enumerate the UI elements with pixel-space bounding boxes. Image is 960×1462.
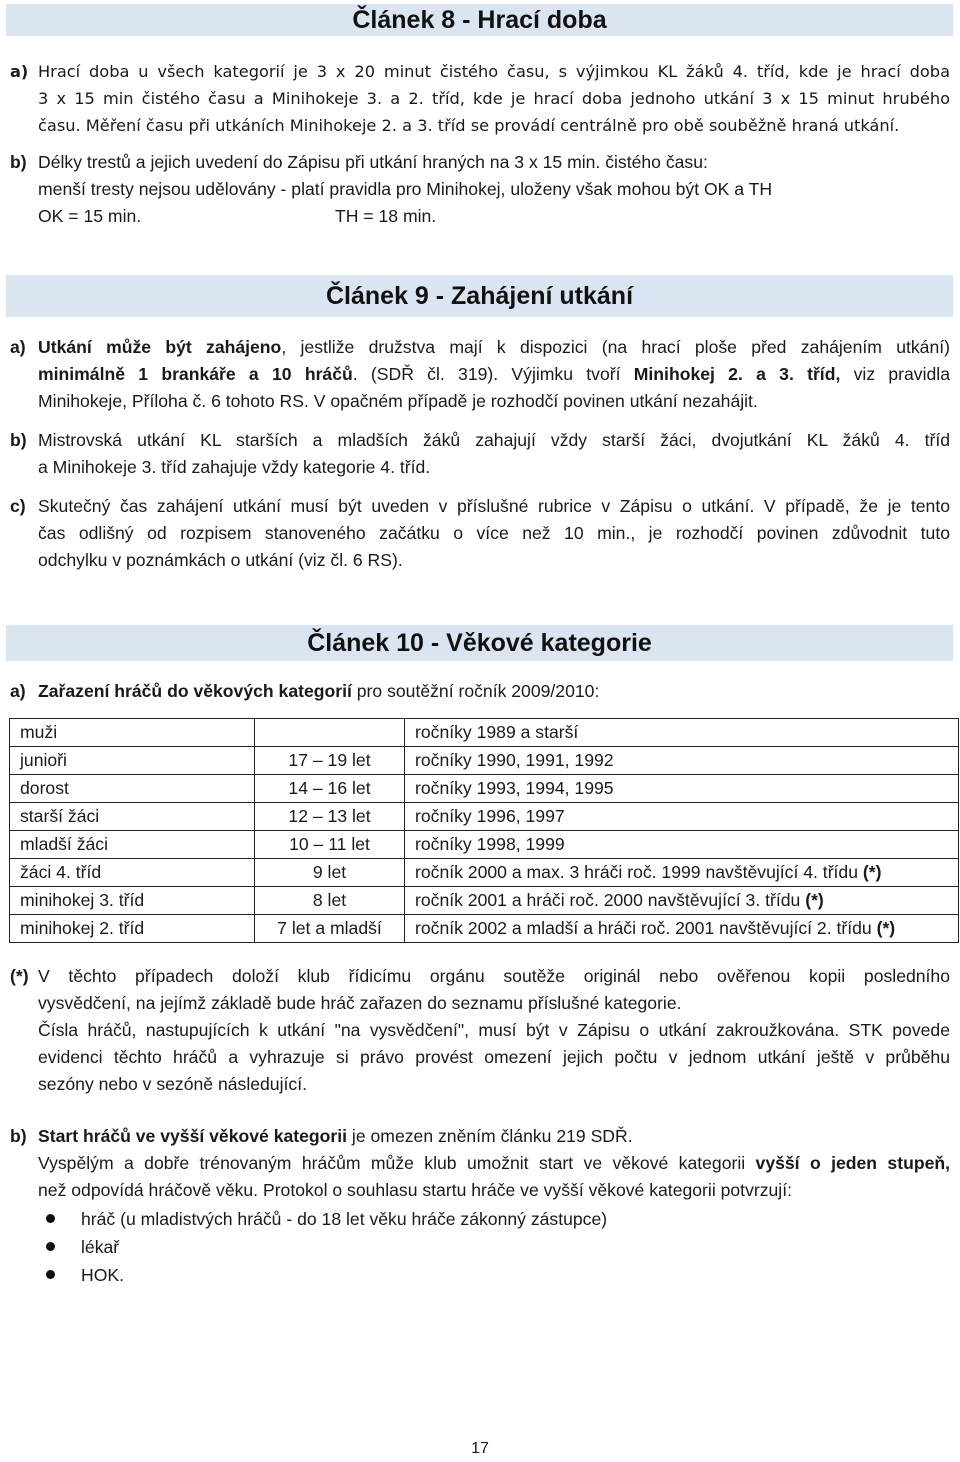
age-categories-table [9,718,959,943]
text-line: Minihokeje, Příloha č. 6 tohoto RS. V opačném případě je rozhodčí povinen utkání nezahájit. [38,391,758,411]
item-label: a) [10,337,26,357]
article-10-note [10,963,950,1098]
bullet-text: hráč (u mladistvých hráčů - do 18 let věku hráče zákonný zástupce) [81,1209,608,1229]
text-line: čas odlišný od rozpisem stanoveného začátku o více než 10 min., je rozhodčí povinen zdůvodnit tuto [38,523,950,543]
text-line: Mistrovská utkání KL starších a mladších žáků zahajují vždy starší žáci, dvojutkání KL žáků 4. tříd [38,430,950,450]
bullet-text: lékař [81,1237,120,1257]
text-line: Skutečný čas zahájení utkání musí být uveden v příslušné rubrice v Zápisu o utkání. V případě, že je tento [38,496,950,516]
text-line: menší tresty nejsou udělovány - platí pravidla pro Minihokej, uloženy však mohou být OK a TH [38,179,773,199]
years-cell: ročník 2002 a mladší a hráči roč. 2001 navštěvující 2. třídu (*) [405,915,959,943]
text-line: času. Měření času při utkáních Minihokeje 2. a 3. tříd se provádí centrálně pro obě souběžně hraná utkání. [38,116,900,135]
item-label: b) [10,152,27,172]
age-cell [255,719,405,747]
category-cell: minihokej 2. tříd [10,915,255,943]
text-line: Utkání může být zahájeno, jestliže družstva mají k dispozici (na hrací ploše před zahájením utkání) [38,337,951,357]
article-9-paragraph-c [10,493,950,574]
page-number: 17 [471,1440,489,1457]
article-8-paragraph-b [10,149,950,230]
years-cell: ročníky 1993, 1994, 1995 [405,775,959,803]
age-cell: 12 – 13 let [255,803,405,831]
text-line: sezóny nebo v sezóně následující. [38,1074,307,1094]
table-row [10,775,959,803]
text-line: Zařazení hráčů do věkových kategorií pro soutěžní ročník 2009/2010: [38,681,600,701]
category-cell: mladší žáci [10,831,255,859]
text-line: 3 x 15 min čistého času a Minihokeje 3. a 2. tříd, kde je hrací doba jednoho utkání 3 x 15 minut hrubého [38,89,950,108]
years-cell: ročníky 1996, 1997 [405,803,959,831]
years-cell: ročníky 1990, 1991, 1992 [405,747,959,775]
category-cell: junioři [10,747,255,775]
text-line: Start hráčů ve vyšší věkové kategorii je omezen zněním článku 219 SDŘ. [38,1126,633,1146]
text-line: Čísla hráčů, nastupujících k utkání "na vysvědčení", musí být v Zápisu o utkání zakroužkována. STK povede [38,1020,950,1040]
table-row [10,719,959,747]
text-line: a Minihokeje 3. tříd zahajuje vždy kategorie 4. tříd. [38,457,431,477]
years-cell: ročník 2000 a max. 3 hráči roč. 1999 navštěvující 4. třídu (*) [405,859,959,887]
item-label: c) [10,496,26,516]
age-cell: 9 let [255,859,405,887]
text-line: Hrací doba u všech kategorií je 3 x 20 minut čistého času, s výjimkou KL žáků 4. tříd, kde je hrací doba [38,62,950,81]
category-cell: muži [10,719,255,747]
th-penalty: TH = 18 min. [335,206,437,226]
text-line: odchylku v poznámkách o utkání (viz čl. 6 RS). [38,550,403,570]
penalty-times [38,203,950,230]
article-8-heading: Článek 8 - Hrací doba [6,4,953,36]
item-label: b) [10,1126,27,1146]
category-cell: dorost [10,775,255,803]
age-cell: 17 – 19 let [255,747,405,775]
article-10-paragraph-b [10,1123,950,1204]
age-cell: 7 let a mladší [255,915,405,943]
years-cell: ročníky 1998, 1999 [405,831,959,859]
text-line: evidenci těchto hráčů a vyhrazuje si právo provést omezení jejich počtu v jednom utkání ještě v průběhu [38,1047,950,1067]
age-cell: 14 – 16 let [255,775,405,803]
article-10-paragraph-a [10,678,950,705]
text-line: V těchto případech doloží klub řídicímu orgánu soutěže originál nebo ověřenou kopii posledního [38,966,950,986]
article-9-paragraph-a [10,334,950,415]
age-cell: 8 let [255,887,405,915]
category-cell: minihokej 3. tříd [10,887,255,915]
article-9-heading: Článek 9 - Zahájení utkání [6,275,953,317]
text-line: než odpovídá hráčově věku. Protokol o souhlasu startu hráče ve vyšší věkové kategorii potvrzují: [38,1180,792,1200]
bullet-text: HOK. [81,1265,125,1285]
article-10-heading: Článek 10 - Věkové kategorie [6,625,953,661]
item-label: a) [10,62,29,81]
table-row [10,831,959,859]
table-row [10,915,959,943]
item-label: b) [10,430,27,450]
category-cell: žáci 4. tříd [10,859,255,887]
age-cell: 10 – 11 let [255,831,405,859]
table-row [10,747,959,775]
table-row [10,859,959,887]
years-cell: ročníky 1989 a starší [405,719,959,747]
text-line: Délky trestů a jejich uvedení do Zápisu při utkání hraných na 3 x 15 min. čistého času: [38,152,708,172]
article-8-paragraph-a [10,58,950,139]
category-cell: starší žáci [10,803,255,831]
bullet-icon [46,1242,55,1251]
table-row [10,803,959,831]
ok-penalty: OK = 15 min. [38,206,142,226]
text-line: minimálně 1 brankáře a 10 hráčů. (SDŘ čl. 319). Výjimku tvoří Minihokej 2. a 3. tříd, viz pravidla [38,364,950,384]
text-line: vysvědčení, na jejímž základě bude hráč zařazen do seznamu příslušné kategorie. [38,993,682,1013]
article-9-paragraph-b [10,427,950,481]
bullet-icon [46,1270,55,1279]
years-cell: ročník 2001 a hráči roč. 2000 navštěvující 3. třídu (*) [405,887,959,915]
text-line: Vyspělým a dobře trénovaným hráčům může klub umožnit start ve věkové kategorii vyšší o jeden stupeň, [38,1153,950,1173]
note-label: (*) [10,966,29,986]
bullet-icon [46,1214,55,1223]
table-row [10,887,959,915]
item-label: a) [10,681,26,701]
